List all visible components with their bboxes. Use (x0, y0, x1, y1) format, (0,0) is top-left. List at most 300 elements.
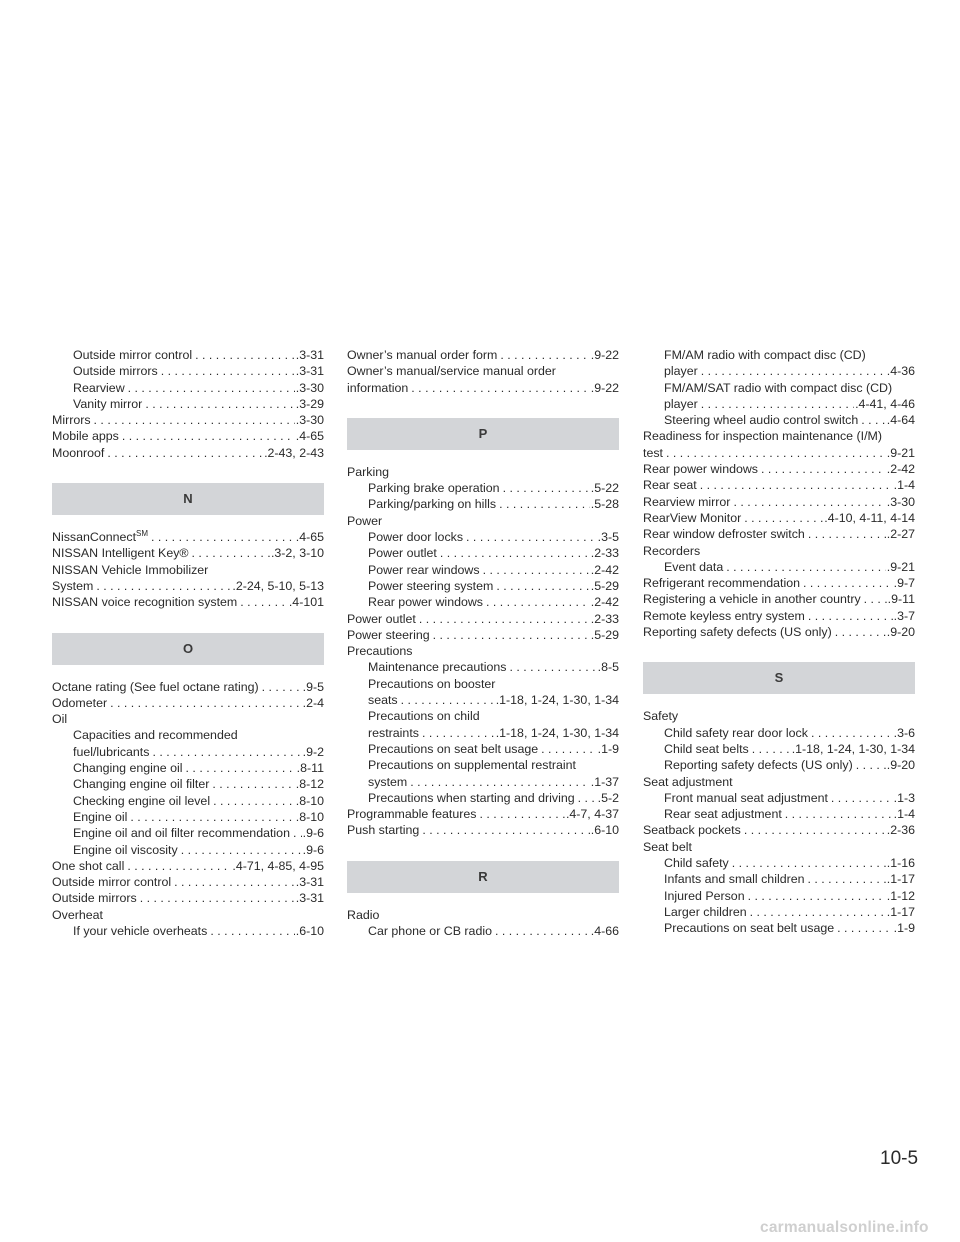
entry-text (643, 445, 663, 461)
dot-leader (701, 363, 886, 379)
index-column-3 (643, 347, 915, 937)
index-entry (347, 480, 619, 496)
page-reference: .4-65 (295, 429, 324, 444)
entry-text (52, 578, 93, 594)
entry-label: Remote keyless entry system (643, 608, 805, 623)
dot-leader (499, 496, 590, 512)
page-reference: .1-9 (597, 741, 619, 756)
page-reference: .3-5 (597, 530, 619, 545)
index-entry (52, 428, 324, 444)
index-entry (643, 790, 915, 806)
entry-label: NISSAN Intelligent Key® (52, 546, 189, 561)
dot-leader (808, 526, 886, 542)
index-column-2 (347, 347, 619, 939)
index-entry (643, 871, 915, 887)
index-entry (643, 494, 915, 510)
entry-text (368, 529, 463, 545)
dot-leader (837, 920, 892, 936)
index-entry (347, 692, 619, 708)
dot-leader (748, 888, 886, 904)
entry-label: Front manual seat adjustment (664, 790, 828, 805)
entry-label: Event data (664, 559, 724, 574)
index-entry (643, 920, 915, 936)
dot-leader (808, 608, 893, 624)
dot-leader (127, 858, 231, 874)
index-heading (643, 543, 915, 559)
entry-text (52, 594, 237, 610)
dot-leader (666, 445, 886, 461)
page-reference: .9-22 (590, 348, 619, 362)
entry-text (368, 790, 575, 806)
entry-text (347, 464, 619, 480)
entry-text (73, 347, 192, 363)
dot-leader (128, 380, 295, 396)
entry-label: Reporting safety defects (US only) (643, 625, 832, 640)
entry-text (664, 559, 723, 575)
page-reference: .4-101 (288, 595, 324, 610)
entry-text (643, 494, 730, 510)
dot-leader (861, 412, 886, 428)
page-reference: .9-2 (302, 744, 324, 759)
index-entry (347, 347, 619, 363)
dot-leader (212, 776, 294, 792)
page-reference: .1-17 (886, 904, 915, 919)
entry-label: NISSAN voice recognition system (52, 595, 238, 610)
dot-leader (479, 806, 564, 822)
entry-label: Readiness for inspection maintenance (I/M) (643, 429, 882, 444)
section-letter-p: P (347, 418, 619, 450)
page-reference: .3-30 (295, 413, 324, 428)
entry-label: Mobile apps (52, 429, 119, 444)
index-entry (643, 806, 915, 822)
entry-label: NissanConnect (52, 530, 137, 545)
page-reference: .2-42 (590, 595, 619, 610)
entry-label: Seatback pockets (643, 823, 741, 838)
dot-leader (541, 741, 596, 757)
entry-text (368, 676, 619, 692)
page-reference: .1-18, 1-24, 1-30, 1-34 (791, 741, 915, 756)
entry-text (664, 920, 834, 936)
dot-leader (785, 806, 893, 822)
entry-label: Outside mirror control (73, 348, 193, 362)
entry-label: Power steering (347, 627, 430, 642)
entry-text (643, 839, 915, 855)
entry-text (52, 545, 189, 561)
index-entry (347, 529, 619, 545)
entry-label: Precautions on child (368, 709, 480, 724)
page-reference: .2-33 (590, 611, 619, 626)
page-reference: .9-11 (887, 592, 915, 607)
entry-text (643, 774, 915, 790)
entry-text (73, 776, 209, 792)
page-reference: .3-30 (886, 494, 915, 509)
entry-label: Changing engine oil filter (73, 777, 210, 792)
entry-text (643, 822, 741, 838)
entry-text (52, 412, 91, 428)
page-reference: .4-41, 4-46 (855, 396, 915, 411)
entry-label: Infants and small children (664, 872, 805, 887)
index-column-1 (52, 347, 324, 939)
entry-text (73, 923, 207, 939)
dot-leader (96, 578, 231, 594)
index-entry (643, 822, 915, 838)
entry-label: Parking (347, 464, 390, 479)
dot-leader (750, 904, 886, 920)
index-entry (643, 591, 915, 607)
index-entry (643, 461, 915, 477)
index-entry (52, 679, 324, 695)
dot-leader (811, 725, 893, 741)
index-entry (643, 725, 915, 741)
entry-label: Rear window defroster switch (643, 527, 805, 542)
page-reference: .9-21 (886, 559, 915, 574)
page-reference: .2-36 (886, 823, 915, 838)
dot-leader (578, 790, 597, 806)
entry-label: player (664, 396, 698, 411)
page-reference: .4-64 (886, 413, 915, 428)
entry-text (368, 496, 496, 512)
index-entry (643, 855, 915, 871)
page-reference: .2-42 (886, 462, 915, 477)
entry-label: Vanity mirror (73, 396, 143, 411)
index-entry (643, 526, 915, 542)
entry-text (52, 890, 137, 906)
entry-label: Seat adjustment (643, 774, 733, 789)
page-reference: .8-10 (295, 809, 324, 824)
entry-text (643, 543, 915, 559)
dot-leader (122, 428, 295, 444)
entry-text (52, 907, 324, 923)
entry-label: Child seat belts (664, 741, 749, 756)
entry-text (52, 874, 171, 890)
entry-text (347, 627, 430, 643)
index-heading (52, 727, 324, 743)
index-entry (52, 809, 324, 825)
entry-label: Rear seat adjustment (664, 807, 782, 822)
entry-text (368, 923, 492, 939)
dot-leader (761, 461, 886, 477)
dot-leader (500, 347, 589, 363)
dot-leader (419, 611, 590, 627)
entry-label: Capacities and recommended (73, 728, 238, 743)
section-letter-s: S (643, 662, 915, 694)
entry-label: Precautions (347, 644, 413, 659)
page-reference: .9-7 (893, 576, 915, 591)
entry-label: FM/AM/SAT radio with compact disc (CD) (664, 380, 893, 395)
entry-text (664, 412, 858, 428)
entry-text (73, 825, 290, 841)
page-reference: .6-10 (590, 823, 619, 838)
index-entry (52, 578, 324, 594)
page-reference: .9-6 (302, 826, 324, 841)
index-heading (643, 380, 915, 396)
index-entry (643, 888, 915, 904)
page-reference: .5-28 (590, 497, 619, 512)
entry-text (643, 708, 915, 724)
entry-text (347, 611, 416, 627)
dot-leader (94, 412, 295, 428)
index-entry (347, 611, 619, 627)
entry-label: Changing engine oil (73, 761, 183, 776)
page-reference: .8-10 (295, 793, 324, 808)
entry-text (664, 888, 745, 904)
entry-label: Steering wheel audio control switch (664, 413, 859, 428)
entry-text (368, 774, 407, 790)
dot-leader (440, 545, 590, 561)
page-reference: .3-30 (295, 380, 324, 395)
index-heading (347, 464, 619, 480)
entry-label: Seat belt (643, 839, 692, 854)
entry-label: Moonroof (52, 445, 105, 460)
index-entry (52, 380, 324, 396)
page-reference: .3-31 (295, 891, 324, 906)
entry-text (52, 562, 324, 578)
entry-label: Precautions on seat belt usage (368, 741, 539, 756)
entry-text (52, 679, 259, 695)
index-heading (52, 562, 324, 578)
dot-leader (110, 695, 302, 711)
page-reference: .9-22 (590, 380, 619, 395)
entry-text (368, 545, 437, 561)
page-reference: .4-7, 4-37 (565, 807, 619, 822)
entry-label: Power outlet (347, 611, 416, 626)
index-heading (52, 711, 324, 727)
page-reference: .1-4 (893, 478, 915, 493)
page-reference: .1-18, 1-24, 1-30, 1-34 (495, 693, 619, 708)
entry-label: Outside mirrors (52, 891, 137, 906)
dot-leader (509, 659, 596, 675)
index-entry (52, 793, 324, 809)
page-reference: .8-5 (597, 660, 619, 675)
entry-text (643, 526, 805, 542)
index-entry (347, 545, 619, 561)
entry-text (347, 907, 619, 923)
entry-text (368, 659, 506, 675)
index-entry (347, 806, 619, 822)
page-reference: .2-43, 2-43 (264, 445, 324, 460)
section-letter-o: O (52, 633, 324, 665)
entry-text (664, 363, 698, 379)
dot-leader (864, 591, 887, 607)
dot-leader (483, 562, 590, 578)
dot-leader (293, 825, 302, 841)
index-entry (52, 396, 324, 412)
entry-label: seats (368, 693, 398, 708)
entry-label: Car phone or CB radio (368, 924, 492, 939)
entry-text (73, 363, 158, 379)
index-entry (52, 776, 324, 792)
index-heading (347, 643, 619, 659)
page-reference: .4-36 (886, 364, 915, 379)
section-letter-r: R (347, 861, 619, 893)
page-reference: .8-11 (296, 761, 324, 776)
entry-label: restraints (368, 725, 419, 740)
page-reference: .9-21 (886, 445, 915, 460)
entry-text (368, 692, 398, 708)
page-reference: .2-4 (302, 695, 324, 710)
index-entry (347, 496, 619, 512)
entry-text (664, 855, 729, 871)
entry-label: Recorders (643, 543, 701, 558)
dot-leader (808, 871, 886, 887)
entry-label: Parking/parking on hills (368, 497, 497, 512)
entry-text (73, 809, 127, 825)
entry-text (664, 347, 915, 363)
entry-text (643, 477, 697, 493)
dot-leader (410, 774, 590, 790)
dot-leader (486, 594, 590, 610)
dot-leader (422, 822, 589, 838)
entry-text (347, 513, 619, 529)
index-entry (347, 380, 619, 396)
index-entry (643, 396, 915, 412)
dot-leader (503, 480, 590, 496)
index-entry (347, 659, 619, 675)
dot-leader (213, 793, 295, 809)
dot-leader (181, 842, 302, 858)
entry-text (73, 793, 210, 809)
page-reference: .9-6 (302, 842, 324, 857)
dot-leader (107, 445, 263, 461)
entry-label: Radio (347, 907, 380, 922)
page-reference: .4-10, 4-11, 4-14 (824, 510, 915, 525)
entry-text (643, 624, 832, 640)
service-mark: SM (136, 529, 149, 539)
page-reference: .8-12 (295, 777, 324, 792)
page-reference: .9-20 (886, 625, 915, 640)
entry-label: Octane rating (See fuel octane rating) (52, 679, 259, 694)
dot-leader (161, 363, 295, 379)
entry-text (664, 790, 828, 806)
index-entry (643, 412, 915, 428)
entry-label: Checking engine oil level (73, 793, 211, 808)
index-entry (52, 825, 324, 841)
page-reference: .3-2, 3-10 (270, 546, 324, 561)
entry-text (368, 757, 619, 773)
page-reference: .1-4 (893, 807, 915, 822)
entry-label: Programmable features (347, 807, 477, 822)
page-reference: .2-24, 5-10, 5-13 (232, 578, 324, 593)
page-reference: .5-2 (597, 790, 619, 805)
index-entry (347, 822, 619, 838)
index-entry (347, 774, 619, 790)
index-entry (347, 627, 619, 643)
entry-text (52, 529, 148, 545)
entry-text (347, 347, 497, 363)
entry-text (52, 428, 119, 444)
entry-label: Oil (52, 712, 68, 727)
index-entry (52, 858, 324, 874)
entry-label: Power door locks (368, 530, 464, 545)
entry-label: Precautions when starting and driving (368, 790, 575, 805)
entry-text (347, 380, 408, 396)
page-number: 10-5 (880, 1148, 919, 1169)
dot-leader (433, 627, 590, 643)
dot-leader (803, 575, 893, 591)
entry-text (73, 396, 142, 412)
page-reference: .5-29 (590, 627, 619, 642)
index-entry (643, 445, 915, 461)
entry-label: If your vehicle overheats (73, 924, 208, 939)
dot-leader (401, 692, 495, 708)
index-entry (347, 594, 619, 610)
index-entry (643, 559, 915, 575)
entry-text (368, 594, 483, 610)
page-reference: .1-37 (590, 774, 619, 789)
dot-leader (752, 741, 791, 757)
index-heading (347, 513, 619, 529)
entry-label: Power steering system (368, 578, 494, 593)
index-entry (643, 741, 915, 757)
watermark[interactable]: carmanualsonline.info (760, 1219, 929, 1236)
page-reference: .2-27 (886, 527, 915, 542)
index-entry (52, 890, 324, 906)
dot-leader (145, 396, 294, 412)
index-entry (52, 594, 324, 610)
index-entry (643, 624, 915, 640)
entry-text (73, 744, 149, 760)
page-reference: .5-29 (590, 578, 619, 593)
entry-text (664, 757, 853, 773)
dot-leader (496, 578, 589, 594)
index-entry (52, 363, 324, 379)
entry-text (52, 695, 107, 711)
entry-text (52, 858, 124, 874)
entry-label: Rear seat (643, 478, 697, 493)
entry-text (664, 396, 698, 412)
index-entry (52, 923, 324, 939)
entry-label: Power rear windows (368, 562, 480, 577)
entry-text (664, 741, 749, 757)
entry-label: Child safety rear door lock (664, 725, 808, 740)
index-heading (347, 907, 619, 923)
entry-label: Larger children (664, 904, 747, 919)
entry-text (643, 591, 861, 607)
index-heading (347, 708, 619, 724)
entry-label: Engine oil and oil filter recommendation (73, 826, 290, 841)
dot-leader (186, 760, 296, 776)
index-entry (347, 578, 619, 594)
index-heading (643, 428, 915, 444)
entry-label: RearView Monitor (643, 510, 742, 525)
index-entry (347, 790, 619, 806)
index-entry (643, 363, 915, 379)
index-heading (643, 347, 915, 363)
entry-label: Owner’s manual/service manual order (347, 364, 556, 379)
dot-leader (831, 790, 893, 806)
page-reference: .1-17 (886, 872, 915, 887)
page-reference: .1-9 (893, 921, 915, 936)
page-reference: .5-22 (590, 481, 619, 496)
section-letter-n: N (52, 483, 324, 515)
entry-label: Precautions on booster (368, 676, 496, 691)
entry-label: One shot call (52, 858, 125, 873)
entry-text (664, 725, 808, 741)
entry-label: Precautions on supplemental restraint (368, 758, 577, 773)
entry-label: Odometer (52, 695, 108, 710)
index-entry (52, 347, 324, 363)
dot-leader (152, 744, 301, 760)
entry-label: Power outlet (368, 546, 437, 561)
page-reference: .3-31 (295, 348, 324, 362)
entry-text (643, 510, 741, 526)
entry-label: Outside mirror control (52, 875, 172, 890)
dot-leader (732, 855, 886, 871)
index-entry (643, 757, 915, 773)
index-entry (52, 760, 324, 776)
dot-leader (195, 347, 295, 363)
entry-label: test (643, 445, 663, 460)
